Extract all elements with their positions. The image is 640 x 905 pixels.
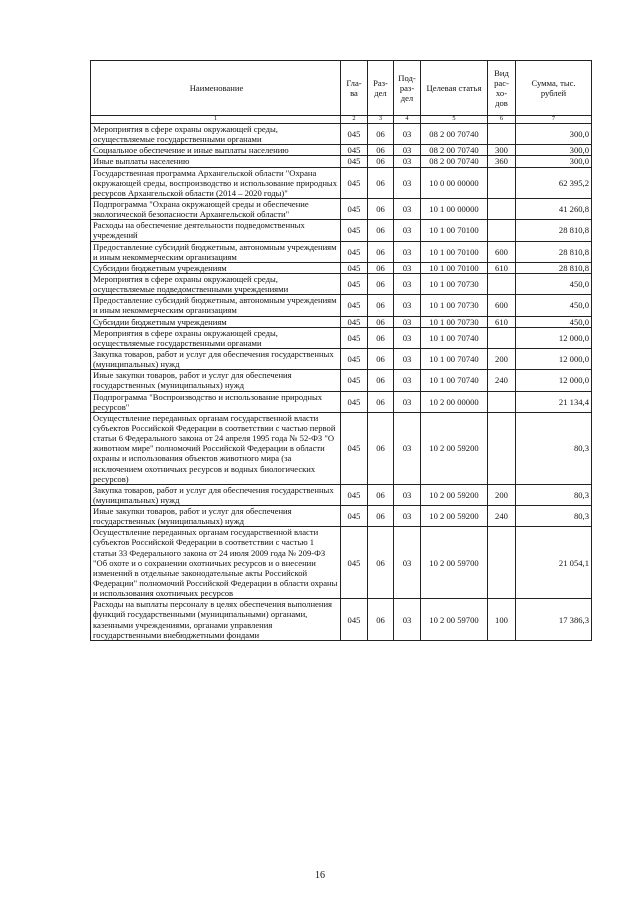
cell-podrazdel: 03 bbox=[394, 295, 421, 316]
cell-glava: 045 bbox=[341, 295, 368, 316]
cell-name: Государственная программа Архангельской области "Охрана окружающей среды, воспроизводство и использование природных ресурсов Архангельской области (2014 – 2020 годы)" bbox=[91, 167, 341, 198]
cell-sum: 21 054,1 bbox=[516, 527, 592, 599]
header-vid: Вид рас-хо-дов bbox=[488, 61, 516, 116]
cell-razdel: 06 bbox=[368, 220, 394, 241]
cell-target: 10 0 00 00000 bbox=[421, 167, 488, 198]
cell-name: Расходы на выплаты персоналу в целях обеспечения выполнения функций государственными (муниципальными) органами, казенными учреждениями, органами управления государственными внебюджетными фондами bbox=[91, 599, 341, 641]
cell-sum: 12 000,0 bbox=[516, 370, 592, 391]
cell-vid bbox=[488, 527, 516, 599]
cell-sum: 450,0 bbox=[516, 316, 592, 327]
cell-vid: 610 bbox=[488, 316, 516, 327]
cell-vid bbox=[488, 273, 516, 294]
cell-glava: 045 bbox=[341, 198, 368, 219]
table-row bbox=[91, 145, 592, 156]
cell-name: Подпрограмма "Охрана окружающей среды и обеспечение экологической безопасности Архангельской области" bbox=[91, 198, 341, 219]
cell-vid bbox=[488, 327, 516, 348]
cell-target: 10 1 00 70730 bbox=[421, 316, 488, 327]
cell-vid bbox=[488, 198, 516, 219]
cell-vid: 300 bbox=[488, 145, 516, 156]
cell-sum: 41 260,8 bbox=[516, 198, 592, 219]
cell-target: 10 2 00 00000 bbox=[421, 391, 488, 412]
cell-name: Субсидии бюджетным учреждениям bbox=[91, 316, 341, 327]
cell-vid bbox=[488, 412, 516, 484]
column-number: 4 bbox=[394, 116, 421, 124]
cell-razdel: 06 bbox=[368, 295, 394, 316]
cell-sum: 21 134,4 bbox=[516, 391, 592, 412]
cell-razdel: 06 bbox=[368, 198, 394, 219]
header-sum: Сумма, тыс. рублей bbox=[516, 61, 592, 116]
table-row bbox=[91, 506, 592, 527]
cell-razdel: 06 bbox=[368, 599, 394, 641]
cell-sum: 28 810,8 bbox=[516, 262, 592, 273]
table-row bbox=[91, 295, 592, 316]
cell-vid bbox=[488, 391, 516, 412]
cell-razdel: 06 bbox=[368, 327, 394, 348]
cell-target: 10 1 00 70100 bbox=[421, 262, 488, 273]
cell-vid bbox=[488, 124, 516, 145]
cell-razdel: 06 bbox=[368, 145, 394, 156]
cell-glava: 045 bbox=[341, 241, 368, 262]
cell-podrazdel: 03 bbox=[394, 145, 421, 156]
cell-sum: 300,0 bbox=[516, 145, 592, 156]
column-number: 1 bbox=[91, 116, 341, 124]
cell-podrazdel: 03 bbox=[394, 241, 421, 262]
cell-target: 10 2 00 59200 bbox=[421, 412, 488, 484]
cell-glava: 045 bbox=[341, 484, 368, 505]
cell-name: Иные выплаты населению bbox=[91, 156, 341, 167]
cell-razdel: 06 bbox=[368, 156, 394, 167]
table-row bbox=[91, 527, 592, 599]
cell-razdel: 06 bbox=[368, 167, 394, 198]
cell-vid: 240 bbox=[488, 506, 516, 527]
table-row bbox=[91, 167, 592, 198]
cell-glava: 045 bbox=[341, 327, 368, 348]
table-row bbox=[91, 262, 592, 273]
table-row bbox=[91, 327, 592, 348]
budget-table bbox=[90, 60, 592, 641]
cell-vid bbox=[488, 220, 516, 241]
cell-name: Иные закупки товаров, работ и услуг для обеспечения государственных (муниципальных) нужд bbox=[91, 370, 341, 391]
cell-podrazdel: 03 bbox=[394, 370, 421, 391]
cell-podrazdel: 03 bbox=[394, 327, 421, 348]
cell-name: Закупка товаров, работ и услуг для обеспечения государственных (муниципальных) нужд bbox=[91, 484, 341, 505]
cell-glava: 045 bbox=[341, 145, 368, 156]
cell-vid: 600 bbox=[488, 295, 516, 316]
table-row bbox=[91, 599, 592, 641]
cell-glava: 045 bbox=[341, 262, 368, 273]
cell-target: 10 1 00 70740 bbox=[421, 348, 488, 369]
cell-podrazdel: 03 bbox=[394, 599, 421, 641]
cell-podrazdel: 03 bbox=[394, 412, 421, 484]
cell-podrazdel: 03 bbox=[394, 506, 421, 527]
cell-sum: 300,0 bbox=[516, 124, 592, 145]
header-name: Наименование bbox=[91, 61, 341, 116]
table-row bbox=[91, 348, 592, 369]
cell-sum: 300,0 bbox=[516, 156, 592, 167]
header-row bbox=[91, 61, 592, 116]
cell-target: 10 1 00 70100 bbox=[421, 241, 488, 262]
cell-name: Иные закупки товаров, работ и услуг для обеспечения государственных (муниципальных) нужд bbox=[91, 506, 341, 527]
table-row bbox=[91, 412, 592, 484]
cell-razdel: 06 bbox=[368, 273, 394, 294]
cell-glava: 045 bbox=[341, 220, 368, 241]
cell-target: 10 1 00 70730 bbox=[421, 273, 488, 294]
cell-vid: 600 bbox=[488, 241, 516, 262]
cell-name: Предоставление субсидий бюджетным, автономным учреждениям и иным некоммерческим организациям bbox=[91, 295, 341, 316]
header-razdel: Раз-дел bbox=[368, 61, 394, 116]
cell-name: Социальное обеспечение и иные выплаты населению bbox=[91, 145, 341, 156]
cell-podrazdel: 03 bbox=[394, 391, 421, 412]
cell-sum: 28 810,8 bbox=[516, 220, 592, 241]
cell-name: Мероприятия в сфере охраны окружающей среды, осуществляемые государственными органами bbox=[91, 327, 341, 348]
cell-name: Расходы на обеспечение деятельности подведомственных учреждений bbox=[91, 220, 341, 241]
cell-target: 08 2 00 70740 bbox=[421, 145, 488, 156]
table-row bbox=[91, 316, 592, 327]
cell-sum: 450,0 bbox=[516, 273, 592, 294]
column-number: 6 bbox=[488, 116, 516, 124]
cell-podrazdel: 03 bbox=[394, 198, 421, 219]
cell-sum: 17 386,3 bbox=[516, 599, 592, 641]
cell-glava: 045 bbox=[341, 167, 368, 198]
cell-vid bbox=[488, 167, 516, 198]
cell-name: Подпрограмма "Воспроизводство и использование природных ресурсов" bbox=[91, 391, 341, 412]
cell-name: Осуществление переданных органам государственной власти субъектов Российской Федерации в соответствии с частью 1 статьи 33 Федерального закона от 24 июля 2009 года № 209-ФЗ "Об охоте и о сохранении охотничьих ресурсов и о внесении изменений в отдельные законодательные акты Российской Федерации" полномочий Российской Федерации в области охраны и использования охотничьих ресурсов bbox=[91, 527, 341, 599]
cell-target: 10 1 00 00000 bbox=[421, 198, 488, 219]
cell-vid: 360 bbox=[488, 156, 516, 167]
table-row bbox=[91, 241, 592, 262]
cell-target: 08 2 00 70740 bbox=[421, 124, 488, 145]
cell-vid: 200 bbox=[488, 348, 516, 369]
column-number: 7 bbox=[516, 116, 592, 124]
cell-podrazdel: 03 bbox=[394, 273, 421, 294]
cell-name: Субсидии бюджетным учреждениям bbox=[91, 262, 341, 273]
cell-glava: 045 bbox=[341, 348, 368, 369]
cell-vid: 240 bbox=[488, 370, 516, 391]
cell-target: 10 2 00 59700 bbox=[421, 527, 488, 599]
cell-sum: 62 395,2 bbox=[516, 167, 592, 198]
cell-glava: 045 bbox=[341, 412, 368, 484]
header-glava: Гла-ва bbox=[341, 61, 368, 116]
cell-razdel: 06 bbox=[368, 506, 394, 527]
cell-podrazdel: 03 bbox=[394, 124, 421, 145]
cell-razdel: 06 bbox=[368, 391, 394, 412]
cell-sum: 80,3 bbox=[516, 412, 592, 484]
table-row bbox=[91, 370, 592, 391]
cell-vid: 610 bbox=[488, 262, 516, 273]
cell-podrazdel: 03 bbox=[394, 527, 421, 599]
cell-podrazdel: 03 bbox=[394, 484, 421, 505]
cell-name: Осуществление переданных органам государственной власти субъектов Российской Федерации в соответствии с частью первой статьи 6 Федерального закона от 24 апреля 1995 года № 52-ФЗ "О животном мире" полномочий Российской Федерации в области охраны и использования объектов животного мира (за исключением охотничьих ресурсов и водных биологических ресурсов) bbox=[91, 412, 341, 484]
cell-podrazdel: 03 bbox=[394, 316, 421, 327]
header-podrazdel: Под-раз-дел bbox=[394, 61, 421, 116]
cell-sum: 80,3 bbox=[516, 484, 592, 505]
cell-podrazdel: 03 bbox=[394, 156, 421, 167]
cell-target: 10 2 00 59700 bbox=[421, 599, 488, 641]
column-number-row bbox=[91, 116, 592, 124]
cell-name: Предоставление субсидий бюджетным, автономным учреждениям и иным некоммерческим организациям bbox=[91, 241, 341, 262]
cell-glava: 045 bbox=[341, 156, 368, 167]
cell-target: 10 1 00 70100 bbox=[421, 220, 488, 241]
cell-glava: 045 bbox=[341, 391, 368, 412]
cell-glava: 045 bbox=[341, 316, 368, 327]
table-row bbox=[91, 220, 592, 241]
cell-razdel: 06 bbox=[368, 316, 394, 327]
cell-vid: 200 bbox=[488, 484, 516, 505]
cell-podrazdel: 03 bbox=[394, 220, 421, 241]
column-number: 5 bbox=[421, 116, 488, 124]
cell-razdel: 06 bbox=[368, 370, 394, 391]
cell-glava: 045 bbox=[341, 273, 368, 294]
page-number: 16 bbox=[315, 870, 325, 881]
cell-glava: 045 bbox=[341, 124, 368, 145]
cell-name: Мероприятия в сфере охраны окружающей среды, осуществляемые государственными органами bbox=[91, 124, 341, 145]
cell-razdel: 06 bbox=[368, 262, 394, 273]
cell-sum: 450,0 bbox=[516, 295, 592, 316]
cell-glava: 045 bbox=[341, 370, 368, 391]
cell-razdel: 06 bbox=[368, 124, 394, 145]
table-row bbox=[91, 198, 592, 219]
cell-vid: 100 bbox=[488, 599, 516, 641]
header-target: Целевая статья bbox=[421, 61, 488, 116]
cell-name: Мероприятия в сфере охраны окружающей среды, осуществляемые подведомственными учреждениями bbox=[91, 273, 341, 294]
cell-razdel: 06 bbox=[368, 412, 394, 484]
cell-sum: 12 000,0 bbox=[516, 327, 592, 348]
cell-glava: 045 bbox=[341, 599, 368, 641]
cell-target: 10 2 00 59200 bbox=[421, 484, 488, 505]
column-number: 2 bbox=[341, 116, 368, 124]
cell-sum: 80,3 bbox=[516, 506, 592, 527]
column-number: 3 bbox=[368, 116, 394, 124]
cell-razdel: 06 bbox=[368, 241, 394, 262]
table-row bbox=[91, 124, 592, 145]
cell-razdel: 06 bbox=[368, 348, 394, 369]
cell-glava: 045 bbox=[341, 527, 368, 599]
table-row bbox=[91, 484, 592, 505]
cell-target: 10 1 00 70730 bbox=[421, 295, 488, 316]
cell-sum: 28 810,8 bbox=[516, 241, 592, 262]
table-row bbox=[91, 156, 592, 167]
cell-target: 10 1 00 70740 bbox=[421, 327, 488, 348]
cell-sum: 12 000,0 bbox=[516, 348, 592, 369]
cell-glava: 045 bbox=[341, 506, 368, 527]
cell-podrazdel: 03 bbox=[394, 348, 421, 369]
cell-target: 10 1 00 70740 bbox=[421, 370, 488, 391]
cell-podrazdel: 03 bbox=[394, 167, 421, 198]
cell-name: Закупка товаров, работ и услуг для обеспечения государственных (муниципальных) нужд bbox=[91, 348, 341, 369]
cell-target: 08 2 00 70740 bbox=[421, 156, 488, 167]
table-body bbox=[91, 124, 592, 641]
table-row bbox=[91, 391, 592, 412]
cell-target: 10 2 00 59200 bbox=[421, 506, 488, 527]
cell-razdel: 06 bbox=[368, 527, 394, 599]
table-row bbox=[91, 273, 592, 294]
cell-razdel: 06 bbox=[368, 484, 394, 505]
cell-podrazdel: 03 bbox=[394, 262, 421, 273]
